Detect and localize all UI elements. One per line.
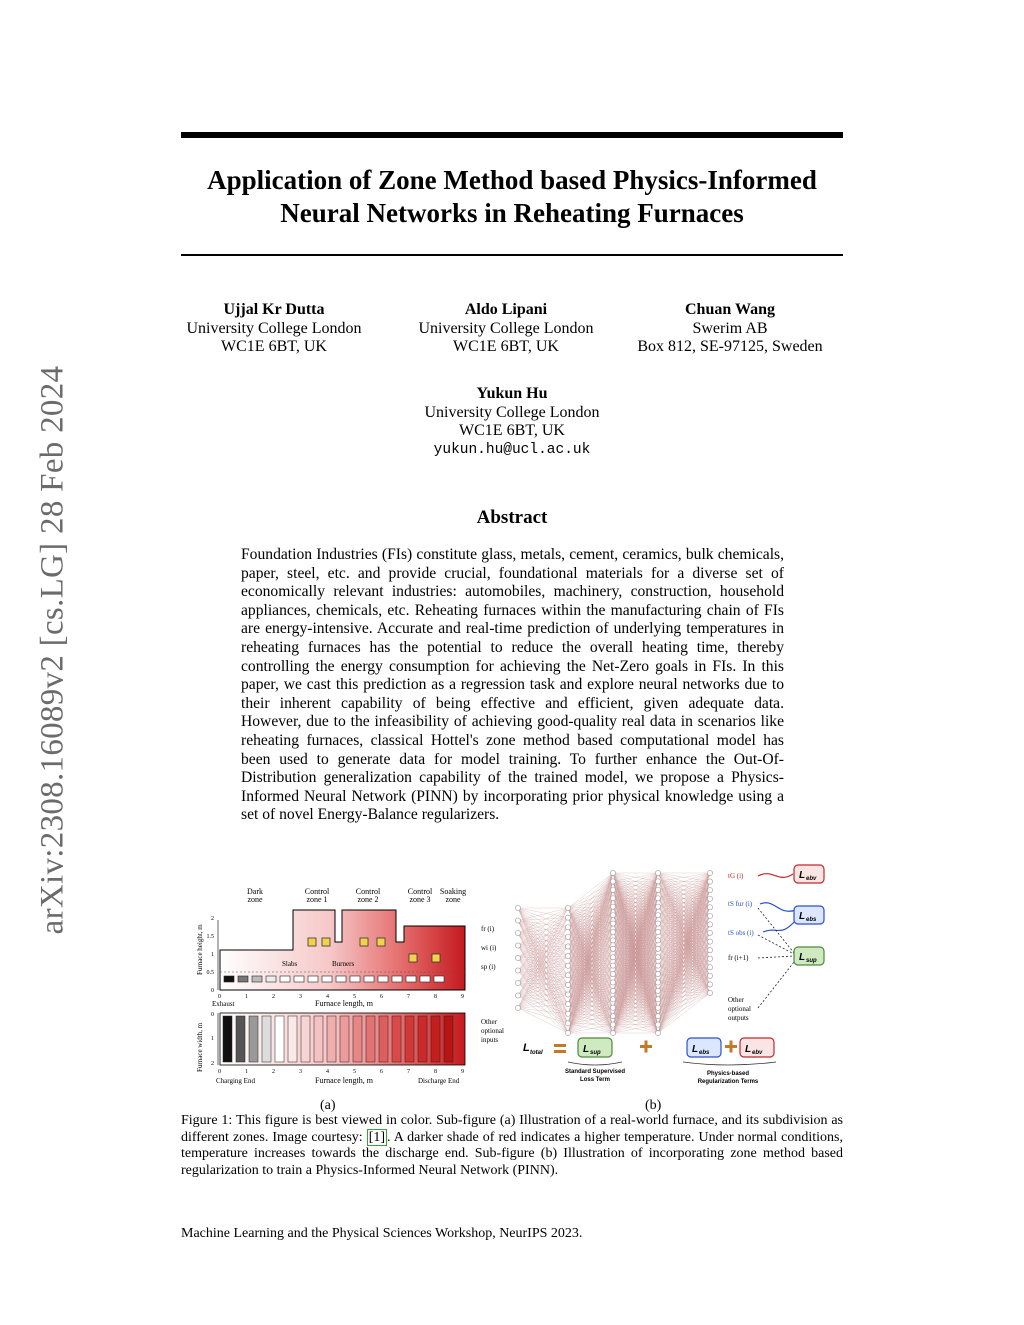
input-label: Other bbox=[481, 1018, 497, 1026]
network-node bbox=[707, 930, 712, 935]
ebs-arrow-2 bbox=[763, 920, 796, 932]
svg-text:6: 6 bbox=[380, 994, 383, 1000]
network-node bbox=[565, 953, 570, 958]
subcaption-b: (b) bbox=[645, 1098, 662, 1113]
svg-text:8: 8 bbox=[434, 994, 437, 1000]
figure-b-pinn-diagram bbox=[478, 858, 843, 1090]
network-node bbox=[655, 955, 660, 960]
abstract-heading: Abstract bbox=[476, 507, 548, 528]
network-node bbox=[655, 971, 660, 976]
y-tick: 1 bbox=[211, 952, 214, 958]
svg-text:L: L bbox=[583, 1044, 590, 1055]
figure-caption bbox=[181, 1113, 843, 1179]
slabs-label: Slabs bbox=[282, 960, 298, 968]
network-node bbox=[655, 988, 660, 993]
zone-label: Control bbox=[407, 887, 433, 896]
abstract-text: Foundation Industries (FIs) constitute glass, metals, cement, ceramics, bulk chemicals, paper, steel, etc. and provide crucial, foundational materials for a diverse set of economically relevant industries: automobiles, machinery, construction, household appliances, chemicals, etc. Reheating furnaces within the manufacturing chain of FIs are energy-intensive. Accurate and real-time prediction of underlying temperatures in reheating furnaces has the potential to reduce the overall heating time, thereby controlling the energy consumption for achieving the Net-Zero goals in FIs. In this paper, we cast this prediction as a regression task and explore neural networks due to their inherent capability of being effective and efficient, given adequate data. However, due to the infeasibility of achieving good-quality real data in scenarios like reheating furnaces, classical Hottel's zone method based computational model has been used to generate data for model training. To further enhance the Out-Of-Distribution generalization capability of the trained model, we propose a Physics-Informed Neural Network (PINN) by incorporating prior physical knowledge using a set of novel Energy-Balance regularizers. bbox=[241, 546, 784, 824]
network-node bbox=[565, 963, 570, 968]
network-node bbox=[565, 905, 570, 910]
author-name: Ujjal Kr Dutta bbox=[223, 301, 325, 318]
network-node bbox=[610, 938, 615, 943]
svg-text:4: 4 bbox=[326, 1069, 329, 1075]
ebs-arrow bbox=[760, 903, 796, 911]
title-bottom-rule bbox=[181, 254, 843, 256]
network-node bbox=[655, 946, 660, 951]
std-term-label: Loss Term bbox=[580, 1077, 610, 1083]
network-node bbox=[610, 946, 615, 951]
zone-label: zone bbox=[247, 895, 263, 904]
network-node bbox=[655, 929, 660, 934]
author-name: Aldo Lipani bbox=[464, 301, 548, 318]
zone-label: zone bbox=[445, 895, 461, 904]
svg-text:6: 6 bbox=[380, 1069, 383, 1075]
std-term-label: Standard Supervised bbox=[564, 1069, 626, 1075]
input-label: inputs bbox=[481, 1036, 499, 1044]
output-labels bbox=[728, 872, 754, 1022]
network-node bbox=[565, 992, 570, 997]
network-node bbox=[610, 980, 615, 985]
input-label: optional bbox=[481, 1027, 504, 1035]
network-node bbox=[515, 968, 520, 973]
network-node bbox=[655, 1014, 660, 1019]
y-tick: 0 bbox=[211, 1012, 214, 1018]
svg-text:1: 1 bbox=[245, 1069, 248, 1075]
network-node bbox=[707, 948, 712, 953]
svg-text:L: L bbox=[745, 1044, 752, 1055]
network-node bbox=[707, 913, 712, 918]
network-node bbox=[610, 963, 615, 968]
input-label: sp (i) bbox=[481, 963, 496, 971]
network-node bbox=[707, 896, 712, 901]
svg-text:total: total bbox=[530, 1050, 543, 1056]
network-node bbox=[610, 997, 615, 1002]
y-tick: 1 bbox=[211, 1036, 214, 1042]
network-node bbox=[610, 988, 615, 993]
author-name: Yukun Hu bbox=[476, 385, 548, 402]
author-address: WC1E 6BT, UK bbox=[453, 338, 559, 355]
network-node bbox=[610, 1030, 615, 1035]
output-label: tS obs (i) bbox=[728, 929, 754, 937]
input-label: fr (i) bbox=[481, 925, 495, 933]
network-node bbox=[655, 1022, 660, 1027]
network-node bbox=[610, 1005, 615, 1010]
network-node bbox=[610, 904, 615, 909]
network-node bbox=[515, 993, 520, 998]
reference-link[interactable]: [1] bbox=[368, 1129, 386, 1145]
title-line-2: Neural Networks in Reheating Furnaces bbox=[280, 198, 744, 228]
zone-label: Control bbox=[304, 887, 330, 896]
network-node bbox=[655, 913, 660, 918]
title-line-1: Application of Zone Method based Physics-Informed bbox=[207, 165, 817, 195]
ebv-arrow bbox=[758, 874, 793, 878]
network-node bbox=[610, 887, 615, 892]
network-node bbox=[655, 879, 660, 884]
total-loss-equation bbox=[523, 1038, 774, 1057]
x-axis-label-bottom: Furnace length, m bbox=[315, 1076, 373, 1085]
svg-text:2: 2 bbox=[272, 1069, 275, 1075]
caption-part-1: Figure 1: This figure is best viewed in color. Sub-figure (a) Illustration of a real-world furnace, and its subdivision as different zones. Image courtesy: bbox=[181, 1113, 843, 1145]
network-node bbox=[655, 938, 660, 943]
network-node bbox=[655, 997, 660, 1002]
svg-text:sup: sup bbox=[590, 1050, 601, 1056]
svg-text:5: 5 bbox=[353, 1069, 356, 1075]
network-node bbox=[655, 870, 660, 875]
burners-label: Burners bbox=[332, 960, 355, 968]
loss-ebv-box bbox=[794, 865, 824, 883]
network-node bbox=[707, 982, 712, 987]
network-node bbox=[655, 904, 660, 909]
network-node bbox=[610, 1022, 615, 1027]
network-node bbox=[515, 943, 520, 948]
svg-text:3: 3 bbox=[299, 994, 302, 1000]
network-node bbox=[610, 1014, 615, 1019]
network-node bbox=[707, 965, 712, 970]
author-address: Box 812, SE-97125, Sweden bbox=[637, 338, 823, 355]
svg-text:ebv: ebv bbox=[806, 876, 817, 882]
svg-text:L: L bbox=[692, 1044, 699, 1055]
author-name: Chuan Wang bbox=[685, 301, 775, 318]
svg-text:L: L bbox=[799, 911, 806, 922]
network-node bbox=[655, 887, 660, 892]
zone-label: Soaking bbox=[439, 887, 467, 896]
svg-text:sup: sup bbox=[806, 958, 817, 964]
network-node bbox=[655, 921, 660, 926]
zone-label: Dark bbox=[247, 887, 263, 896]
network-node bbox=[565, 944, 570, 949]
author-affiliation: Swerim AB bbox=[692, 319, 768, 337]
network-node bbox=[707, 888, 712, 893]
network-node bbox=[515, 1005, 520, 1010]
network-node bbox=[515, 955, 520, 960]
network-node bbox=[610, 896, 615, 901]
network-node bbox=[655, 963, 660, 968]
caption-part-2: . A darker shade of red indicates a higher temperature. Under normal conditions, temperature increases towards the discharge end. Sub-figure (b) Illustration of incorporating zone method based regularization to train a Physics-Informed Neural Network (PINN). bbox=[181, 1129, 843, 1178]
network-edge bbox=[518, 1008, 568, 1023]
input-labels bbox=[481, 925, 504, 1044]
y-tick: 2 bbox=[211, 1061, 214, 1067]
y-tick: 2 bbox=[211, 916, 214, 922]
y-tick: 0.5 bbox=[206, 970, 214, 976]
svg-text:0: 0 bbox=[218, 994, 221, 1000]
network-node bbox=[610, 971, 615, 976]
zone-label: Control bbox=[355, 887, 381, 896]
network-edge bbox=[518, 1008, 568, 1014]
network-node bbox=[565, 915, 570, 920]
author-address: WC1E 6BT, UK bbox=[221, 338, 327, 355]
loss-ebs-box bbox=[794, 906, 824, 924]
network-edge bbox=[568, 1023, 613, 1033]
author-block-4 bbox=[397, 385, 627, 459]
author-affiliation: University College London bbox=[418, 319, 594, 337]
author-email[interactable]: yukun.hu@ucl.ac.uk bbox=[433, 441, 591, 458]
y-tick: 0 bbox=[211, 988, 214, 994]
network-node bbox=[565, 925, 570, 930]
x-ticks-bottom bbox=[218, 1069, 464, 1075]
author-block-3 bbox=[610, 301, 850, 357]
network-node bbox=[610, 870, 615, 875]
arxiv-identifier: arXiv:2308.16089v2 [cs.LG] 28 Feb 2024 bbox=[34, 365, 71, 935]
output-label: outputs bbox=[728, 1014, 749, 1022]
discharge-end-label: Discharge End bbox=[418, 1077, 460, 1085]
network-node bbox=[515, 905, 520, 910]
author-block-2 bbox=[391, 301, 621, 357]
network-node bbox=[515, 918, 520, 923]
network-node bbox=[707, 905, 712, 910]
svg-text:9: 9 bbox=[461, 1069, 464, 1075]
svg-text:8: 8 bbox=[434, 1069, 437, 1075]
footer-note: Machine Learning and the Physical Sciences Workshop, NeurIPS 2023. bbox=[181, 1226, 583, 1241]
svg-text:4: 4 bbox=[326, 994, 329, 1000]
svg-text:5: 5 bbox=[353, 994, 356, 1000]
exhaust-label: Exhaust bbox=[212, 1000, 235, 1008]
svg-text:3: 3 bbox=[299, 1069, 302, 1075]
svg-text:7: 7 bbox=[407, 1069, 410, 1075]
author-address: WC1E 6BT, UK bbox=[459, 422, 565, 439]
network-node bbox=[655, 896, 660, 901]
network-node bbox=[565, 1002, 570, 1007]
network-node bbox=[707, 939, 712, 944]
network-edge bbox=[518, 908, 568, 918]
network-edge bbox=[518, 918, 568, 1008]
svg-text:L: L bbox=[523, 1042, 530, 1054]
y-axis-label-top: Furnace height, m bbox=[196, 924, 204, 975]
output-label: tG (i) bbox=[728, 872, 744, 880]
network-node bbox=[515, 980, 520, 985]
svg-text:7: 7 bbox=[407, 994, 410, 1000]
input-label: wi (i) bbox=[481, 944, 497, 952]
network-node bbox=[565, 973, 570, 978]
output-label: optional bbox=[728, 1005, 751, 1013]
network-node bbox=[707, 870, 712, 875]
svg-text:ebv: ebv bbox=[752, 1050, 763, 1056]
zone-label: zone 2 bbox=[357, 895, 379, 904]
network-node bbox=[565, 934, 570, 939]
output-label: Other bbox=[728, 996, 744, 1004]
network-node bbox=[707, 922, 712, 927]
svg-text:L: L bbox=[799, 870, 806, 881]
network-node bbox=[565, 1030, 570, 1035]
svg-text:9: 9 bbox=[461, 994, 464, 1000]
author-block-1 bbox=[159, 301, 389, 357]
svg-text:2: 2 bbox=[272, 994, 275, 1000]
y-axis-label-bottom: Furnace width, m bbox=[196, 1022, 204, 1072]
network-node bbox=[655, 1030, 660, 1035]
title-top-rule bbox=[181, 132, 843, 138]
network-node bbox=[655, 1005, 660, 1010]
loss-sup-box bbox=[794, 947, 824, 965]
output-label: tS fur (i) bbox=[728, 900, 753, 908]
charging-end-label: Charging End bbox=[216, 1077, 255, 1085]
network-node bbox=[565, 1011, 570, 1016]
subcaption-a: (a) bbox=[320, 1098, 336, 1113]
y-tick: 1.5 bbox=[206, 934, 214, 940]
zone-label: zone 3 bbox=[409, 895, 431, 904]
svg-text:ebs: ebs bbox=[806, 917, 817, 923]
network-node bbox=[707, 973, 712, 978]
figure-a-furnace bbox=[190, 880, 480, 1090]
network-node bbox=[707, 956, 712, 961]
network-node bbox=[610, 913, 615, 918]
svg-text:0: 0 bbox=[218, 1069, 221, 1075]
network-node bbox=[610, 955, 615, 960]
output-label: fr (i+1) bbox=[728, 954, 749, 962]
paper-title bbox=[181, 164, 843, 230]
network-node bbox=[610, 921, 615, 926]
svg-text:1: 1 bbox=[245, 994, 248, 1000]
phys-term-label: Physics-based bbox=[706, 1071, 750, 1077]
network-node bbox=[565, 1021, 570, 1026]
phys-term-label: Regularization Terms bbox=[697, 1079, 759, 1085]
svg-text:ebs: ebs bbox=[699, 1050, 710, 1056]
network-node bbox=[707, 990, 712, 995]
network-node bbox=[515, 930, 520, 935]
network-edge bbox=[518, 983, 568, 1014]
network-edge bbox=[518, 946, 568, 1034]
network-node bbox=[565, 982, 570, 987]
network-node bbox=[610, 929, 615, 934]
author-affiliation: University College London bbox=[424, 403, 600, 421]
network-node bbox=[707, 879, 712, 884]
network-node bbox=[655, 980, 660, 985]
network-node bbox=[610, 879, 615, 884]
svg-text:L: L bbox=[799, 952, 806, 963]
zone-label: zone 1 bbox=[306, 895, 328, 904]
network-edge bbox=[518, 908, 568, 921]
author-affiliation: University College London bbox=[186, 319, 362, 337]
x-axis-label-top: Furnace length, m bbox=[315, 999, 373, 1008]
